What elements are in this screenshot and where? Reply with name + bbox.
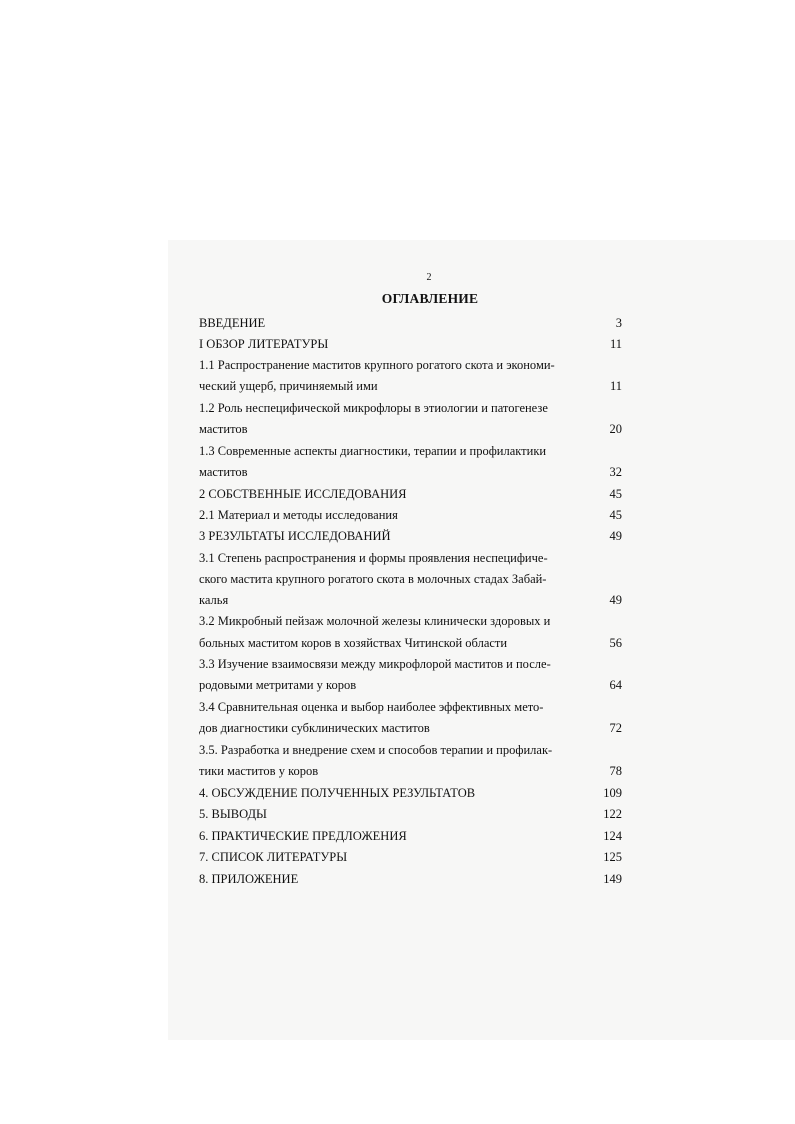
toc-entry-text: 1.2 Роль неспецифической микрофлоры в этиологии и патогенезе [199,401,548,415]
toc-entry-text: 6. ПРАКТИЧЕСКИЕ ПРЕДЛОЖЕНИЯ [199,829,407,843]
toc-entry-text: 4. ОБСУЖДЕНИЕ ПОЛУЧЕННЫХ РЕЗУЛЬТАТОВ [199,786,476,800]
toc-entry-page: 125 [603,850,622,864]
toc-entry-text: маститов [199,465,248,479]
toc-entry-text: дов диагностики субклинических маститов [199,721,430,735]
toc-entry-text: 8. ПРИЛОЖЕНИЕ [199,872,299,886]
toc-entry-text: 2 СОБСТВЕННЫЕ ИССЛЕДОВАНИЯ [199,487,407,501]
toc-entry-page: 45 [609,487,622,501]
toc-entry-page: 49 [609,593,622,607]
toc-entry-text: родовыми метритами у коров [199,678,357,692]
toc-entry-page: 20 [609,422,622,436]
toc-entry-text: 2.1 Материал и методы исследования [199,508,398,522]
page-number: 2 [426,272,432,283]
toc-entry-page: 32 [609,465,622,479]
toc-entry-page: 49 [609,529,622,543]
toc-entry-text: ческий ущерб, причиняемый ими [199,379,378,393]
toc-entry-text: ского мастита крупного рогатого скота в молочных стадах Забай- [199,572,547,586]
toc-entry-text: ВВЕДЕНИЕ [199,316,266,330]
toc-entry-text: 7. СПИСОК ЛИТЕРАТУРЫ [199,850,348,864]
toc-entry-text: маститов [199,422,248,436]
toc-entry-text: 1.1 Распространение маститов крупного рогатого скота и экономи- [199,358,555,372]
toc-entry-page: 72 [609,721,622,735]
toc-entry-page: 11 [609,379,622,393]
toc-entry-text: 3.2 Микробный пейзаж молочной железы клинически здоровых и [199,614,551,628]
toc-entry-text: 3.1 Степень распространения и формы проявления неспецифиче- [199,551,548,565]
toc-entry-text: калья [199,593,229,607]
toc-entry-text: 3 РЕЗУЛЬТАТЫ ИССЛЕДОВАНИЙ [199,529,391,543]
toc-entry-text: тики маститов у коров [199,764,319,778]
toc-title: ОГЛАВЛЕНИЕ [381,291,479,306]
toc-entry-text: 3.3 Изучение взаимосвязи между микрофлорой маститов и после- [199,657,551,671]
toc-entry-page: 124 [603,829,622,843]
toc-entry-text: I ОБЗОР ЛИТЕРАТУРЫ [199,337,329,351]
toc-entry-text: больных маститом коров в хозяйствах Читинской области [199,636,508,650]
toc-entry-page: 64 [609,678,622,692]
toc-entry-text: 1.3 Современные аспекты диагностики, терапии и профилактики [199,444,547,458]
toc-entry-page: 56 [609,636,622,650]
toc-entry-text: 5. ВЫВОДЫ [199,807,267,821]
toc-entry-page: 78 [609,764,622,778]
toc-entry-page: 11 [609,337,622,351]
toc-entry-text: 3.4 Сравнительная оценка и выбор наиболее эффективных мето- [199,700,544,714]
toc-entry-text: 3.5. Разработка и внедрение схем и способов терапии и профилак- [199,743,553,757]
toc-entry-page: 3 [615,316,622,330]
toc-entry-page: 122 [603,807,622,821]
toc-entry-page: 45 [609,508,622,522]
toc-entry-page: 149 [603,872,622,886]
toc-entry-page: 109 [603,786,622,800]
